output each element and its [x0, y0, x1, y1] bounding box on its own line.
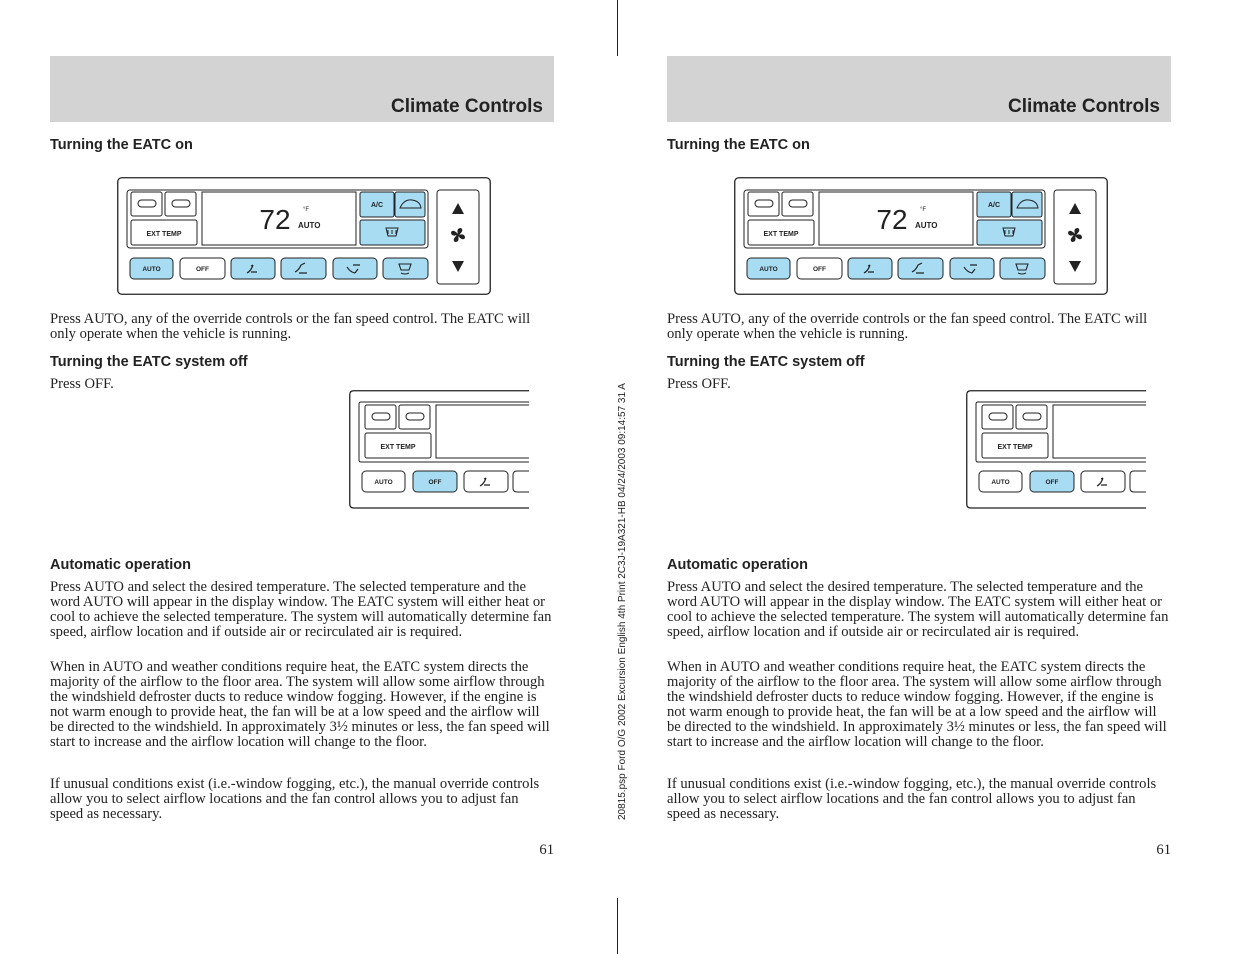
- panel-vent-button: [231, 258, 275, 279]
- floor-button: [333, 258, 377, 279]
- floor-defrost-button: [383, 258, 428, 279]
- trim-mark-bottom: [617, 898, 618, 954]
- off-label: OFF: [1045, 479, 1059, 486]
- auto-label: AUTO: [759, 266, 778, 273]
- display-temperature: 72: [876, 204, 908, 235]
- display-mode: AUTO: [915, 221, 938, 230]
- off-label: OFF: [196, 266, 209, 273]
- manual-page-right: [667, 0, 1171, 954]
- panel-vent-button: [1081, 471, 1125, 492]
- off-label: OFF: [813, 266, 826, 273]
- ac-label: A/C: [370, 202, 384, 209]
- page-title: Climate Controls: [1007, 96, 1160, 117]
- display-unit: °F: [303, 207, 310, 213]
- paragraph-turning-on: Press AUTO, any of the override controls or the fan speed control. The EATC will only operate when the vehicle is running.: [667, 311, 1148, 342]
- trim-mark-top: [617, 0, 618, 56]
- panel-vent-button: [848, 258, 892, 279]
- page-title: Climate Controls: [390, 96, 543, 117]
- eatc-panel-full-figure: [117, 177, 491, 295]
- auto-label: AUTO: [991, 479, 1010, 486]
- paragraph-automatic-3: If unusual conditions exist (i.e.-window fogging, etc.), the manual override controls allow you to select airflow locations and the fan control allows you to adjust fan speed as necessary.: [50, 776, 540, 822]
- paragraph-turning-on: Press AUTO, any of the override controls or the fan speed control. The EATC will only operate when the vehicle is running.: [50, 311, 531, 342]
- eatc-panel-off-figure: [966, 390, 1146, 510]
- ac-label: A/C: [987, 202, 1001, 209]
- paragraph-automatic-1: Press AUTO and select the desired temperature. The selected temperature and the word AUTO will appear in the display window. The EATC system will either heat or cool to achieve the selected temperature. The system will automatically determine fan speed, airflow location and if outside air or recirculated air is required.: [50, 579, 552, 640]
- section-heading-turning-on: Turning the EATC on: [667, 137, 810, 153]
- page-header: [667, 56, 1171, 122]
- display-unit: °F: [920, 207, 927, 213]
- paragraph-automatic-1: Press AUTO and select the desired temperature. The selected temperature and the word AUTO will appear in the display window. The EATC system will either heat or cool to achieve the selected temperature. The system will automatically determine fan speed, airflow location and if outside air or recirculated air is required.: [667, 579, 1169, 640]
- ext-temp-label: EXT TEMP: [146, 231, 182, 238]
- ext-temp-label: EXT TEMP: [997, 444, 1033, 451]
- display-mode: AUTO: [298, 221, 321, 230]
- page-header: [50, 56, 554, 122]
- section-heading-turning-on: Turning the EATC on: [50, 137, 193, 153]
- print-slug-text: 20815.psp Ford O/G 2002 Excursion English 4th Print 2C3J-19A321-HB 04/24/2003 09:14:57 31 A: [617, 383, 628, 820]
- display-temperature: 72: [259, 204, 291, 235]
- auto-label: AUTO: [374, 479, 393, 486]
- paragraph-press-off: Press OFF.: [667, 376, 731, 392]
- page-number: 61: [539, 842, 554, 858]
- section-heading-automatic: Automatic operation: [50, 557, 191, 573]
- max-ac-button: [395, 192, 425, 217]
- bilevel-button: [281, 258, 326, 279]
- max-ac-button: [1012, 192, 1042, 217]
- paragraph-automatic-2: When in AUTO and weather conditions require heat, the EATC system directs the majority of the airflow to the floor area. The system will allow some airflow through the windshield defroster ducts to reduce window fogging. However, if the engine is not warm enough to provide heat, the fan will be at a low speed and the airflow will be directed to the windshield. In approximately 3½ minutes or less, the fan speed will start to increase and the airflow location will change to the floor.: [50, 659, 550, 750]
- auto-label: AUTO: [142, 266, 161, 273]
- paragraph-automatic-2: When in AUTO and weather conditions require heat, the EATC system directs the majority of the airflow to the floor area. The system will allow some airflow through the windshield defroster ducts to reduce window fogging. However, if the engine is not warm enough to provide heat, the fan will be at a low speed and the airflow will be directed to the windshield. In approximately 3½ minutes or less, the fan speed will start to increase and the airflow location will change to the floor.: [667, 659, 1167, 750]
- bilevel-button: [898, 258, 943, 279]
- eatc-panel-off-figure: [349, 390, 529, 510]
- paragraph-press-off: Press OFF.: [50, 376, 114, 392]
- manual-page-left: [50, 0, 554, 954]
- print-slug: [611, 350, 628, 820]
- paragraph-automatic-3: If unusual conditions exist (i.e.-window fogging, etc.), the manual override controls allow you to select airflow locations and the fan control allows you to adjust fan speed as necessary.: [667, 776, 1157, 822]
- section-heading-automatic: Automatic operation: [667, 557, 808, 573]
- page-number: 61: [1156, 842, 1171, 858]
- ext-temp-label: EXT TEMP: [763, 231, 799, 238]
- eatc-panel-full-figure: [734, 177, 1108, 295]
- section-heading-turning-off: Turning the EATC system off: [667, 354, 865, 370]
- ext-temp-label: EXT TEMP: [380, 444, 416, 451]
- off-label: OFF: [428, 479, 442, 486]
- section-heading-turning-off: Turning the EATC system off: [50, 354, 248, 370]
- floor-defrost-button: [1000, 258, 1045, 279]
- floor-button: [950, 258, 994, 279]
- panel-vent-button: [464, 471, 508, 492]
